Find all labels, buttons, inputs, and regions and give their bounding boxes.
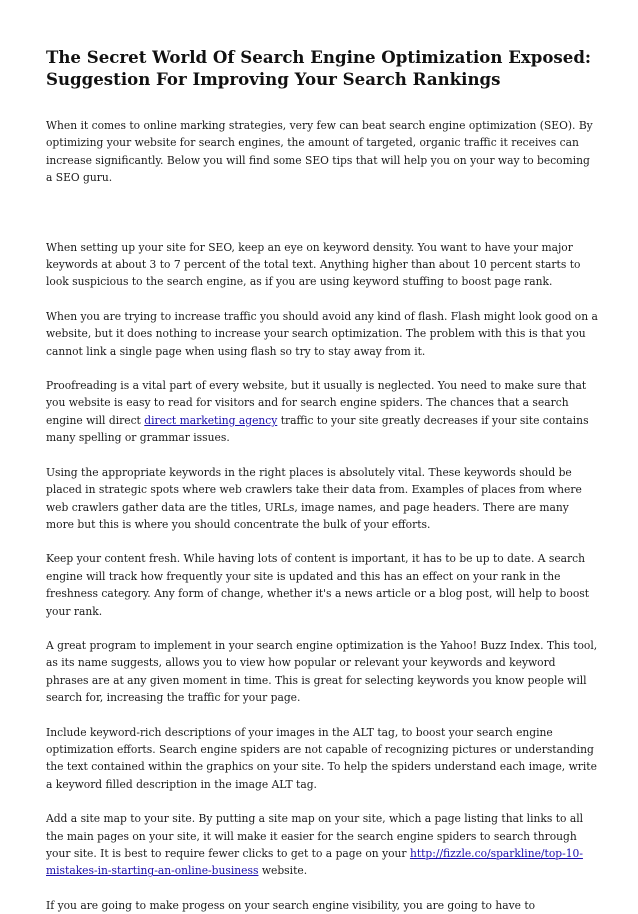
paragraph-buzz-index: A great program to implement in your search engine optimization is the Yahoo! Buzz Index. This tool, as its name suggests, allows you to view how popular or relevant your keywords and keyword phrases are at any given moment in time. This is great for selecting keywords you know people will search for, increasing the traffic for your page. <box>46 638 598 705</box>
paragraph-fresh-content: Keep your content fresh. While having lots of content is important, it has to be up to date. A search engine will track how frequently your site is updated and this has an effect on your rank in the freshness category. Any form of change, whether it's a news article or a blog post, will help to boost your rank. <box>46 552 590 618</box>
paragraph-keyword-density: When setting up your site for SEO, keep an eye on keyword density. You want to have your major keywords at about 3 to 7 percent of the total text. Anything higher than about 10 percent starts to look suspicious to the search engine, as if you are using keyword stuffing to boost page rank. <box>46 240 581 289</box>
direct-marketing-agency-link[interactable]: direct marketing agency <box>144 413 278 427</box>
paragraph-site-map-text-1: Add a site map to your site. By putting a site map on your site, which a page listing that links to all the main pages on your site, it will make it easier for the search engine spiders to search through your site. It is best to require fewer clicks to get to a page on your <box>46 812 584 860</box>
paragraph-site-map-text-2: website. <box>258 864 308 878</box>
fizzle-article-link[interactable]: http://fizzle.co/sparkline/top-10-mistakes-in-starting-an-online-business <box>46 847 583 878</box>
paragraph-site-map <box>46 810 598 880</box>
paragraph-intro: When it comes to online marking strategies, very few can beat search engine optimization (SEO). By optimizing your website for search engines, the amount of targeted, organic traffic it receives can increase significantly. Below you will find some SEO tips that will help you on your way to becoming a SEO guru. <box>46 119 593 185</box>
paragraph-proofreading-text-2: traffic to your site greatly decreases if your site contains many spelling or grammar issues. <box>46 413 589 445</box>
paragraph-flash: When you are trying to increase traffic you should avoid any kind of flash. Flash might look good on a website, but it does nothing to increase your search optimization. The problem with this is that you cannot link a single page when using flash so try to stay away from it. <box>46 309 598 358</box>
paragraph-visibility: If you are going to make progess on your search engine visibility, you are going to have to <box>46 898 536 912</box>
paragraph-proofreading-text-1: Proofreading is a vital part of every website, but it usually is neglected. You need to make sure that you website is easy to read for visitors and for search engine spiders. The chances that a search engine will direct <box>46 379 587 427</box>
paragraph-keywords-placement: Using the appropriate keywords in the right places is absolutely vital. These keywords should be placed in strategic spots where web crawlers take their data from. Examples of places from where web crawlers gather data are the titles, URLs, image names, and page headers. There are many more but this is where you should concentrate the bulk of your efforts. <box>46 465 582 531</box>
paragraph-alt-tag: Include keyword-rich descriptions of your images in the ALT tag, to boost your search engine optimization efforts. Search engine spiders are not capable of recognizing pictures or understanding the text contained within the graphics on your site. To help the spiders understand each image, write a keyword filled description in the image ALT tag. <box>46 725 597 791</box>
paragraph-proofreading <box>46 377 598 447</box>
document-title: The Secret World Of Search Engine Optimization Exposed: Suggestion For Improving Your Search Rankings <box>46 47 592 89</box>
